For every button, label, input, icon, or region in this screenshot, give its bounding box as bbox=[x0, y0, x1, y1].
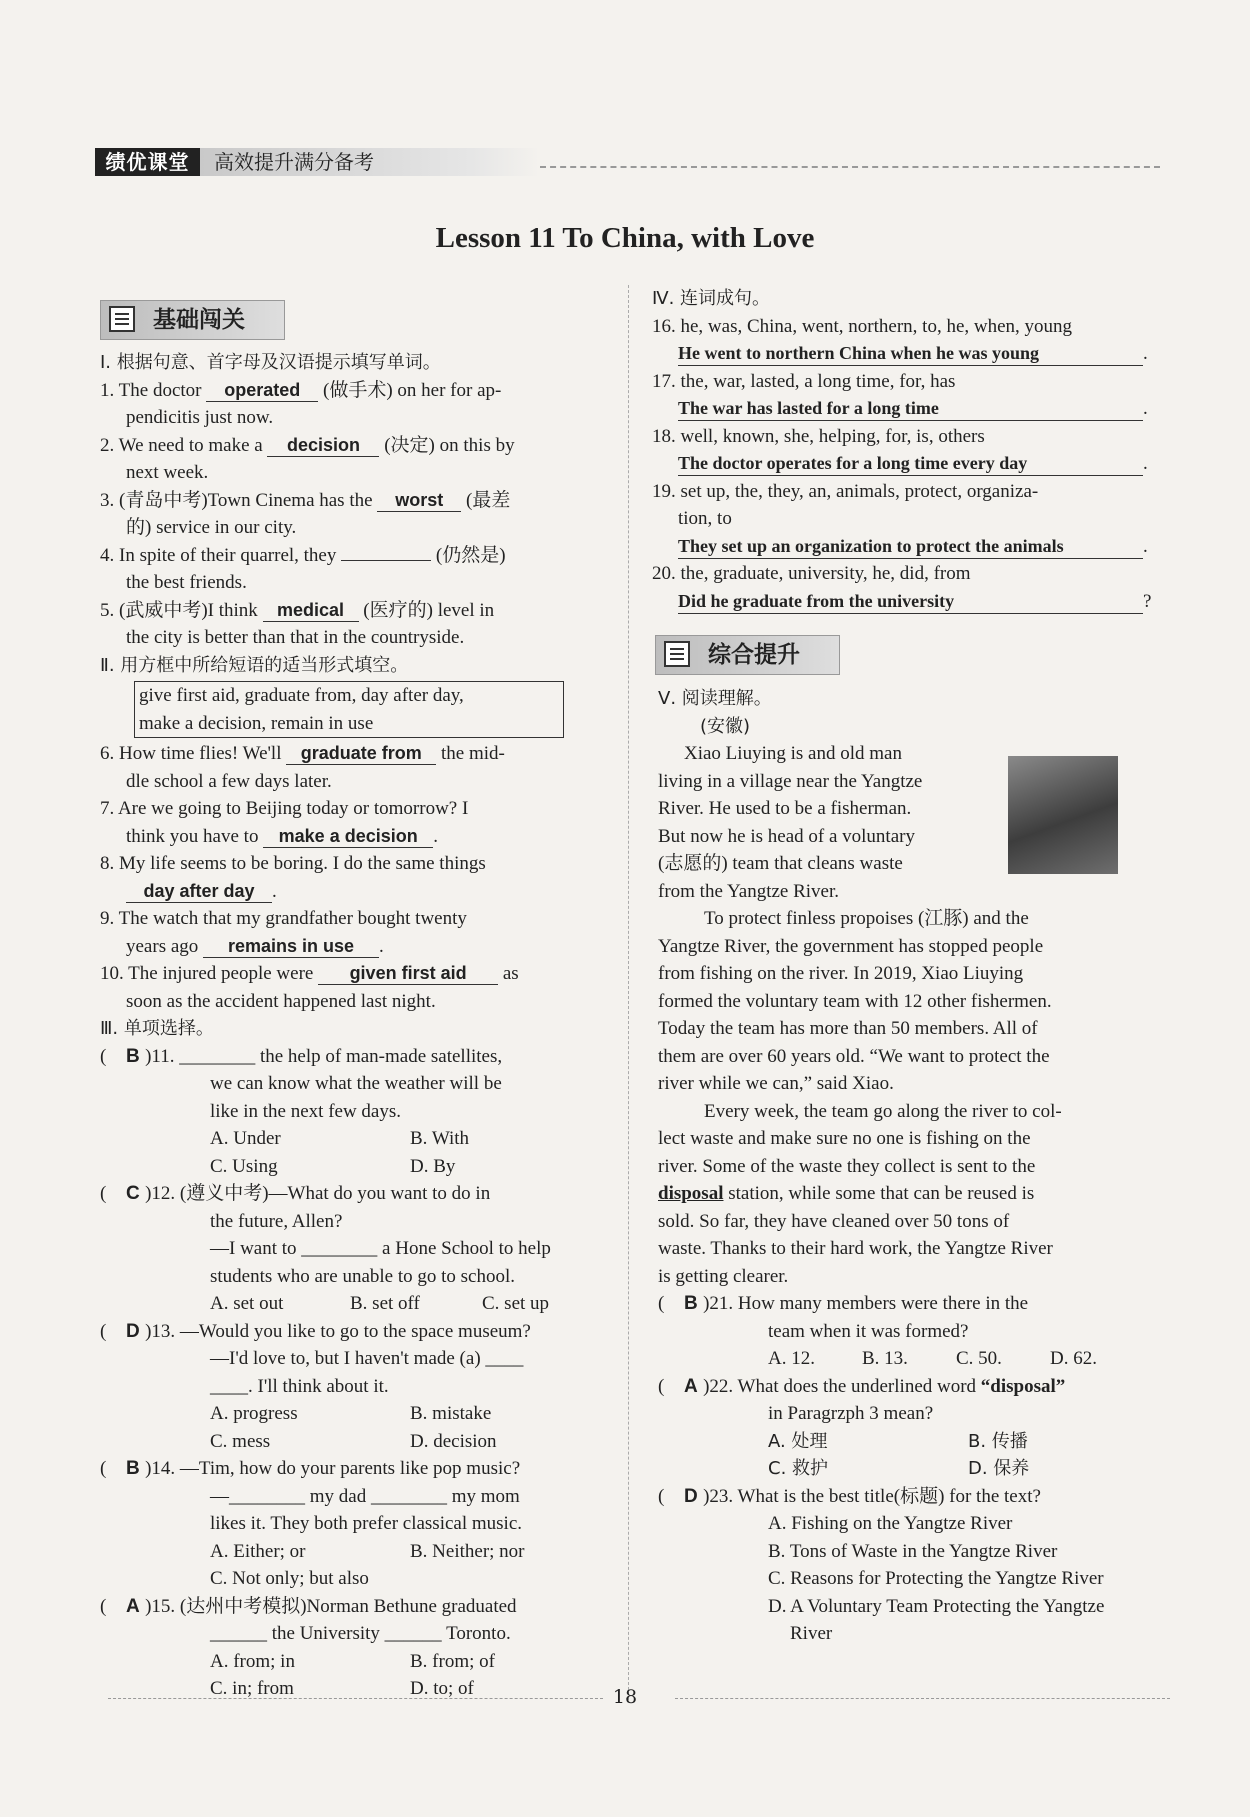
question-13-options: A. progress B. mistake bbox=[210, 1403, 492, 1424]
section-tag-label: 基础闯关 bbox=[153, 307, 245, 333]
question-9: 9. The watch that my grandfather bought twenty bbox=[100, 908, 467, 929]
passage-line: waste. Thanks to their hard work, the Yangtze River bbox=[658, 1238, 1053, 1259]
question-9-cont: years ago remains in use . bbox=[126, 935, 384, 957]
passage-line: Every week, the team go along the river to col- bbox=[704, 1100, 1062, 1122]
page-number: 18 bbox=[612, 1686, 638, 1708]
question-6: 6. How time flies! We'll graduate from the mid- bbox=[100, 743, 505, 764]
question-23-option: B. Tons of Waste in the Yangtze River bbox=[768, 1540, 1058, 1562]
question-22-options: C. 救护 D. 保养 bbox=[768, 1458, 1030, 1479]
header-slogan: 高效提升满分备考 bbox=[200, 148, 540, 176]
question-19-words-cont: tion, to bbox=[678, 508, 732, 529]
notebook-icon bbox=[109, 306, 135, 332]
question-13-line: —I'd love to, but I haven't made (a) ____ bbox=[210, 1348, 524, 1369]
passage-line: them are over 60 years old. “We want to protect the bbox=[658, 1045, 1050, 1067]
choice-answer: B bbox=[126, 1458, 140, 1479]
passage-line: River. He used to be a fisherman. bbox=[658, 798, 912, 819]
question-3: 3. (青岛中考)Town Cinema has the worst (最差 bbox=[100, 489, 511, 511]
question-15-line: ______ the University ______ Toronto. bbox=[210, 1623, 511, 1644]
question-11-options: C. Using D. By bbox=[210, 1155, 456, 1177]
question-21: ( B )21. How many members were there in the bbox=[658, 1290, 1178, 1318]
section-tag-basic bbox=[100, 300, 285, 340]
part4-heading: Ⅳ. 连词成句。 bbox=[652, 288, 771, 309]
passage-line: To protect finless propoises (江豚) and the bbox=[704, 908, 1029, 929]
passage-line: formed the voluntary team with 12 other fishermen. bbox=[658, 990, 1052, 1012]
question-14-option-c: C. Not only; but also bbox=[210, 1568, 369, 1589]
choice-answer: D bbox=[684, 1485, 698, 1507]
question-1-cont: pendicitis just now. bbox=[126, 407, 274, 428]
question-11: ( B )11. ________ the help of man-made satellites, bbox=[100, 1043, 620, 1071]
question-4-cont: the best friends. bbox=[126, 572, 247, 593]
question-11-options: A. Under B. With bbox=[210, 1128, 470, 1149]
passage-line: is getting clearer. bbox=[658, 1265, 789, 1287]
choice-answer: B bbox=[126, 1045, 140, 1067]
passage-line: Today the team has more than 50 members. All of bbox=[658, 1018, 1038, 1039]
passage-line: lect waste and make sure no one is fishing on the bbox=[658, 1128, 1031, 1149]
part2-heading: Ⅱ. 用方框中所给短语的适当形式填空。 bbox=[100, 654, 409, 676]
question-17-answer: The war has lasted for a long time . bbox=[678, 398, 1148, 419]
question-2: 2. We need to make a decision (决定) on this by bbox=[100, 434, 515, 456]
phrase-box bbox=[134, 681, 564, 738]
question-12-line: the future, Allen? bbox=[210, 1210, 343, 1232]
question-14-line: likes it. They both prefer classical music. bbox=[210, 1513, 523, 1534]
passage-line: living in a village near the Yangtze bbox=[658, 770, 923, 792]
passage-line: river. Some of the waste they collect is sent to the bbox=[658, 1155, 1036, 1177]
passage-line: from fishing on the river. In 2019, Xiao Liuying bbox=[658, 963, 1024, 984]
question-10-cont: soon as the accident happened last night. bbox=[126, 990, 436, 1012]
question-21-line: team when it was formed? bbox=[768, 1320, 969, 1342]
question-23: ( D )23. What is the best title(标题) for the text? bbox=[658, 1483, 1178, 1511]
passage-line: disposal station, while some that can be reused is bbox=[658, 1183, 1035, 1204]
question-12: ( C )12. (遵义中考)—What do you want to do in bbox=[100, 1180, 620, 1208]
question-1: 1. The doctor operated (做手术) on her for ap- bbox=[100, 379, 502, 401]
question-23-option: D. A Voluntary Team Protecting the Yangtze bbox=[768, 1595, 1105, 1617]
question-15-options: A. from; in B. from; of bbox=[210, 1650, 495, 1672]
phrase-box-line: give first aid, graduate from, day after day, bbox=[139, 685, 464, 706]
choice-answer: B bbox=[684, 1293, 698, 1314]
question-10: 10. The injured people were given first aid as bbox=[100, 963, 519, 984]
question-22-line: in Paragrzph 3 mean? bbox=[768, 1403, 934, 1424]
section-tag-label: 综合提升 bbox=[708, 642, 800, 668]
section-tag-advanced bbox=[655, 635, 840, 675]
passage-line: from the Yangtze River. bbox=[658, 880, 840, 902]
question-12-line: —I want to ________ a Hone School to help bbox=[210, 1238, 551, 1259]
left-column bbox=[100, 349, 620, 1703]
question-14-options: A. Either; or B. Neither; nor bbox=[210, 1540, 525, 1562]
column-divider bbox=[628, 285, 629, 1700]
answer-blank: graduate from bbox=[286, 742, 436, 765]
page-footer bbox=[0, 1686, 1250, 1716]
footer-rule-right bbox=[675, 1698, 1170, 1699]
phrase-box-line: make a decision, remain in use bbox=[139, 712, 374, 734]
question-8: 8. My life seems to be boring. I do the same things bbox=[100, 853, 486, 874]
question-22-options: A. 处理 B. 传播 bbox=[768, 1430, 1028, 1452]
passage-line: Yangtze River, the government has stopped people bbox=[658, 935, 1044, 957]
choice-answer: A bbox=[684, 1375, 698, 1397]
passage-line: (志愿的) team that cleans waste bbox=[658, 853, 903, 874]
sentence-answer: They set up an organization to protect the animals bbox=[678, 535, 1143, 559]
part3-heading: Ⅲ. 单项选择。 bbox=[100, 1018, 214, 1039]
page-header bbox=[95, 148, 1160, 178]
question-11-line: like in the next few days. bbox=[210, 1100, 402, 1122]
question-2-cont: next week. bbox=[126, 462, 209, 483]
question-16-answer: He went to northern China when he was young . bbox=[678, 343, 1148, 364]
choice-answer: D bbox=[126, 1320, 140, 1342]
sentence-answer: Did he graduate from the university bbox=[678, 590, 1143, 614]
question-3-cont: 的) service in our city. bbox=[126, 517, 297, 538]
question-12-line: students who are unable to go to school. bbox=[210, 1265, 516, 1287]
answer-blank: worst bbox=[377, 489, 461, 512]
right-column-top bbox=[652, 285, 1172, 615]
answer-blank: decision bbox=[267, 434, 379, 457]
question-15-options: C. in; from D. to; of bbox=[210, 1678, 474, 1699]
question-21-options: A. 12. B. 13. C. 50. D. 62. bbox=[768, 1348, 1097, 1369]
sentence-answer: The doctor operates for a long time every day bbox=[678, 452, 1143, 476]
header-rule bbox=[540, 166, 1160, 168]
question-13-line: ____. I'll think about it. bbox=[210, 1375, 389, 1397]
question-11-line: we can know what the weather will be bbox=[210, 1073, 502, 1094]
question-12-options: A. set out B. set off C. set up bbox=[210, 1293, 550, 1314]
passage-line: sold. So far, they have cleaned over 50 tons of bbox=[658, 1210, 1010, 1232]
question-7: 7. Are we going to Beijing today or tomorrow? I bbox=[100, 798, 469, 819]
question-14: ( B )14. —Tim, how do your parents like pop music? bbox=[100, 1455, 620, 1483]
question-16-words: 16. he, was, China, went, northern, to, he, when, young bbox=[652, 315, 1073, 337]
question-23-option: A. Fishing on the Yangtze River bbox=[768, 1513, 1013, 1534]
question-18-words: 18. well, known, she, helping, for, is, others bbox=[652, 425, 985, 447]
question-22: ( A )22. What does the underlined word “disposal” bbox=[658, 1373, 1178, 1401]
question-5: 5. (武威中考)I think medical (医疗的) level in bbox=[100, 599, 495, 621]
passage-line: Xiao Liuying is and old man bbox=[684, 743, 902, 764]
question-6-cont: dle school a few days later. bbox=[126, 770, 332, 792]
question-23-option-cont: River bbox=[790, 1623, 833, 1644]
answer-blank: day after day bbox=[126, 880, 272, 903]
sentence-answer: The war has lasted for a long time bbox=[678, 397, 1143, 421]
question-13-options: C. mess D. decision bbox=[210, 1430, 497, 1452]
question-18-answer: The doctor operates for a long time every day . bbox=[678, 453, 1148, 474]
answer-blank: remains in use bbox=[203, 935, 379, 958]
pencil-notebook-icon bbox=[664, 641, 690, 667]
question-20-words: 20. the, graduate, university, he, did, from bbox=[652, 563, 971, 584]
question-17-words: 17. the, war, lasted, a long time, for, has bbox=[652, 370, 956, 392]
sentence-answer: He went to northern China when he was young bbox=[678, 342, 1143, 366]
lesson-title: Lesson 11 To China, with Love bbox=[435, 222, 815, 254]
choice-answer: C bbox=[126, 1183, 140, 1204]
question-8-cont: day after day . bbox=[100, 878, 620, 906]
question-7-cont: think you have to make a decision . bbox=[126, 825, 438, 847]
passage-line: But now he is head of a voluntary bbox=[658, 825, 915, 847]
brand-logo: 绩优课堂 bbox=[95, 148, 200, 176]
question-23-option: C. Reasons for Protecting the Yangtze River bbox=[768, 1568, 1104, 1589]
question-19-words: 19. set up, the, they, an, animals, protect, organiza- bbox=[652, 480, 1039, 502]
answer-blank: operated bbox=[206, 379, 318, 402]
passage-source: (安徽) bbox=[700, 715, 751, 737]
question-4: 4. In spite of their quarrel, they (仍然是) bbox=[100, 544, 506, 566]
question-19-answer: They set up an organization to protect the animals . bbox=[678, 535, 1148, 557]
question-20-answer: Did he graduate from the university ? bbox=[678, 590, 1152, 612]
reading-section bbox=[658, 685, 1178, 1648]
answer-blank: make a decision bbox=[263, 825, 433, 848]
underlined-word: disposal bbox=[658, 1183, 724, 1204]
question-14-line: —________ my dad ________ my mom bbox=[210, 1485, 520, 1507]
part5-heading: Ⅴ. 阅读理解。 bbox=[658, 688, 772, 709]
question-5-cont: the city is better than that in the countryside. bbox=[126, 627, 465, 648]
question-15: ( A )15. (达州中考模拟)Norman Bethune graduated bbox=[100, 1593, 620, 1621]
answer-blank: medical bbox=[263, 599, 359, 622]
part1-heading: Ⅰ. 根据句意、首字母及汉语提示填写单词。 bbox=[100, 352, 441, 373]
answer-blank: given first aid bbox=[318, 962, 498, 985]
choice-answer: A bbox=[126, 1595, 140, 1617]
answer-blank bbox=[341, 560, 431, 561]
question-13: ( D )13. —Would you like to go to the space museum? bbox=[100, 1318, 620, 1346]
passage-line: river while we can,” said Xiao. bbox=[658, 1073, 894, 1094]
